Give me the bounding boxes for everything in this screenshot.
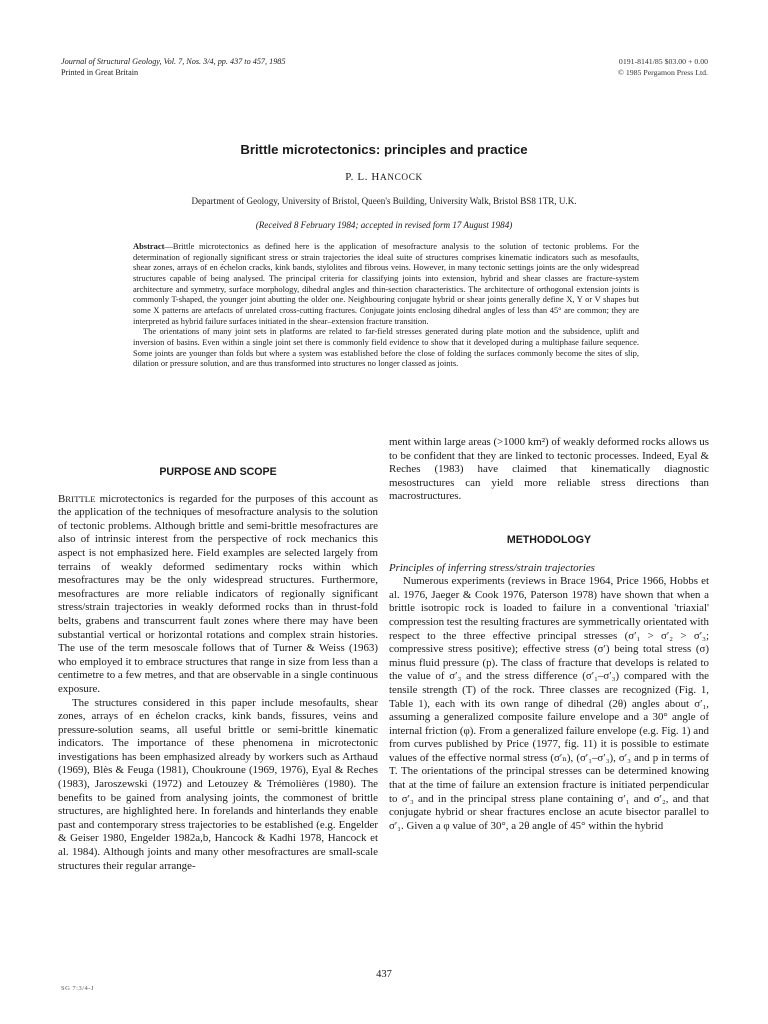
author-initials: P. L. H [345, 171, 380, 183]
drop-word-initial: B [58, 492, 66, 505]
left-column [58, 466, 378, 873]
subsection-heading: Principles of inferring stress/strain trajectories [389, 561, 595, 574]
journal-header [61, 57, 285, 78]
section-heading-methodology: METHODOLOGY [506, 533, 592, 546]
abstract [133, 241, 639, 369]
author [0, 171, 768, 183]
affiliation: Department of Geology, University of Bristol, Queen's Building, University Walk, Bristol BS8 1TR, U.K. [191, 196, 577, 206]
drop-word-rest: RITTLE [65, 493, 96, 504]
abstract-paragraph-2: The orientations of many joint sets in platforms are related to far-field stresses generated during plate motion and the subsidence, uplift and inversion of basins. Even within a single joint set there is commonly field evidence to show that it developed during a multiphase failure sequence. Some joints are younger than folds but where a system was established before the close of folding the surfaces commonly become the sites of slip, dilation or pressure solution, and are thus transformed into structures no longer classed as joints. [133, 326, 639, 369]
publisher-header [618, 57, 708, 78]
printed-in: Printed in Great Britain [61, 67, 139, 77]
page-number: 437 [376, 969, 392, 980]
abstract-paragraph-1 [133, 241, 639, 326]
right-column [389, 436, 709, 833]
abstract-text-1: —Brittle microtectonics as defined here is the application of mesofracture analysis to the solution of tectonic problems. For the determination of regionally significant stress or strain trajectories the ideal suite of structures comprises kinematic indicators such as mesofaults, shear zones, arrays of en échelon cracks, kink bands, stylolites and fibrous veins. However, in many tectonic settings joints are the only widespread structures capable of being analysed. The principal criteria for classifying joints into extension, hybrid and shear classes are fracture-system architecture and symmetry, surface morphology, dihedral angles and thin-section characteristics. The architecture of orthogonal extension joints is commonly T-shaped, the younger joint abutting the older one. Neighbouring conjugate hybrid or shear joints generally define X, Y or V shapes but some X patterns are artefacts of unrelated cross-cutting fractures. Conjugate joints enclosing dihedral angles of less than 45° are common; they are interpreted as hybrid failure surfaces initiated in the shear–extension fracture transition. [133, 241, 639, 326]
section-heading-purpose: PURPOSE AND SCOPE [159, 466, 277, 478]
received-dates: (Received 8 February 1984; accepted in revised form 17 August 1984) [255, 220, 513, 230]
body-paragraph: Numerous experiments (reviews in Brace 1964, Price 1966, Hobbs et al. 1976, Jaeger & Cook 1976, Paterson 1978) have shown that when a brittle isotropic rock is loaded to failure in a conventional 'triaxial' compression test the resulting fractures are symmetrically orientated with respect to the three effective principal stresses (σ′₁ > σ′₂ > σ′₃; compressive stress positive); effective stress (σ′) being total stress (σ) minus fluid pressure (p). The class of fracture that develops is related to the value of σ′₃ and the stress difference (σ′₁–σ′₃) compared with the tensile strength (T) of the rock. Three classes are recognized (Fig. 1, Table 1), each with its own range of dihedral (2θ) angles about σ′₁, assuming a generalized composite failure envelope and a 30° angle of internal friction (φ). From a generalized failure envelope (e.g. Fig. 1) and from curves published by Price (1977, fig. 11) it is possible to estimate values of the effective normal stress (σ′ₙ), (σ′₁–σ′₃), σ′₃ and p in terms of T. The orientations of the principal stresses can be determined knowing that at the time of failure an extension fracture is initiated perpendicular to σ′₃ and in the principal stress plane containing σ′₁ and σ′₂, and that conjugate hybrid or shear fractures enclose an acute bisector parallel to σ′₁. Given a φ value of 30°, a 2θ angle of 45° within the hybrid [389, 575, 709, 832]
paper-title: Brittle microtectonics: principles and practice [240, 142, 528, 157]
author-surname: ANCOCK [379, 173, 423, 183]
copyright-notice: © 1985 Pergamon Press Ltd. [617, 67, 708, 77]
body-paragraph [58, 493, 378, 697]
issn-code: 0191-8141/85 $03.00 + 0.00 [618, 57, 708, 66]
journal-citation: Journal of Structural Geology, Vol. 7, Nos. 3/4, pp. 437 to 457, 1985 [61, 57, 286, 66]
abstract-label: Abstract [133, 241, 165, 251]
paragraph-text: microtectonics is regarded for the purposes of this account as the application of the techniques of mesofracture analysis to the solution of tectonic problems. Although brittle and semi-brittle mesofractures are also of intrinsic interest from the perspective of rock mechanics this aspect is not emphasized here. Field examples are selected largely from terrains of weakly deformed sedimentary rocks within which mesofractures may be the only widespread structures. Furthermore, mesofractures are more reliable indicators of regionally significant stress/strain trajectories in weakly deformed rocks than in thrust-fold belts, grabens and transcurrent fault zones where there may have been substantial vertical or horizontal rotations and complex strain histories. The use of the term mesoscale follows that of Turner & Weiss (1963) who employed it to embrace structures that range in size from less than a centimetre to a few metres, and that are observable in a single continuous exposure. [58, 492, 378, 695]
footer-code: SG 7:3/4-J [61, 985, 94, 992]
body-paragraph: The structures considered in this paper include mesofaults, shear zones, arrays of en échelon cracks, kink bands, fissures, veins and pressure-solution seams, all useful brittle or semi-brittle kinematic indicators. The importance of these phenomena in microtectonic investigations has been emphasized already by workers such as Arthaud (1969), Blès & Feuga (1981), Choukroune (1969, 1976), Eyal & Reches (1983), Jaroszewski (1972) and Letouzey & Trémolières (1980). The benefits to be gained from analysing joints, the commonest of brittle structures, are highlighted here. In forelands and hinterlands they enable past and contemporary stress trajectories to be established (e.g. Engelder & Geiser 1980, Engelder 1982a,b, Hancock & Kadhi 1978, Hancock et al. 1984). Although joints and many other mesofractures are small-scale structures their regular arrange- [58, 696, 378, 872]
body-paragraph-continued: ment within large areas (>1000 km²) of weakly deformed rocks allows us to be confident that they are linked to tectonic processes. Indeed, Eyal & Reches (1983) have claimed that kinematically diagnostic mesostructures can yield more reliable stress directions than macrostructures. [389, 436, 709, 503]
